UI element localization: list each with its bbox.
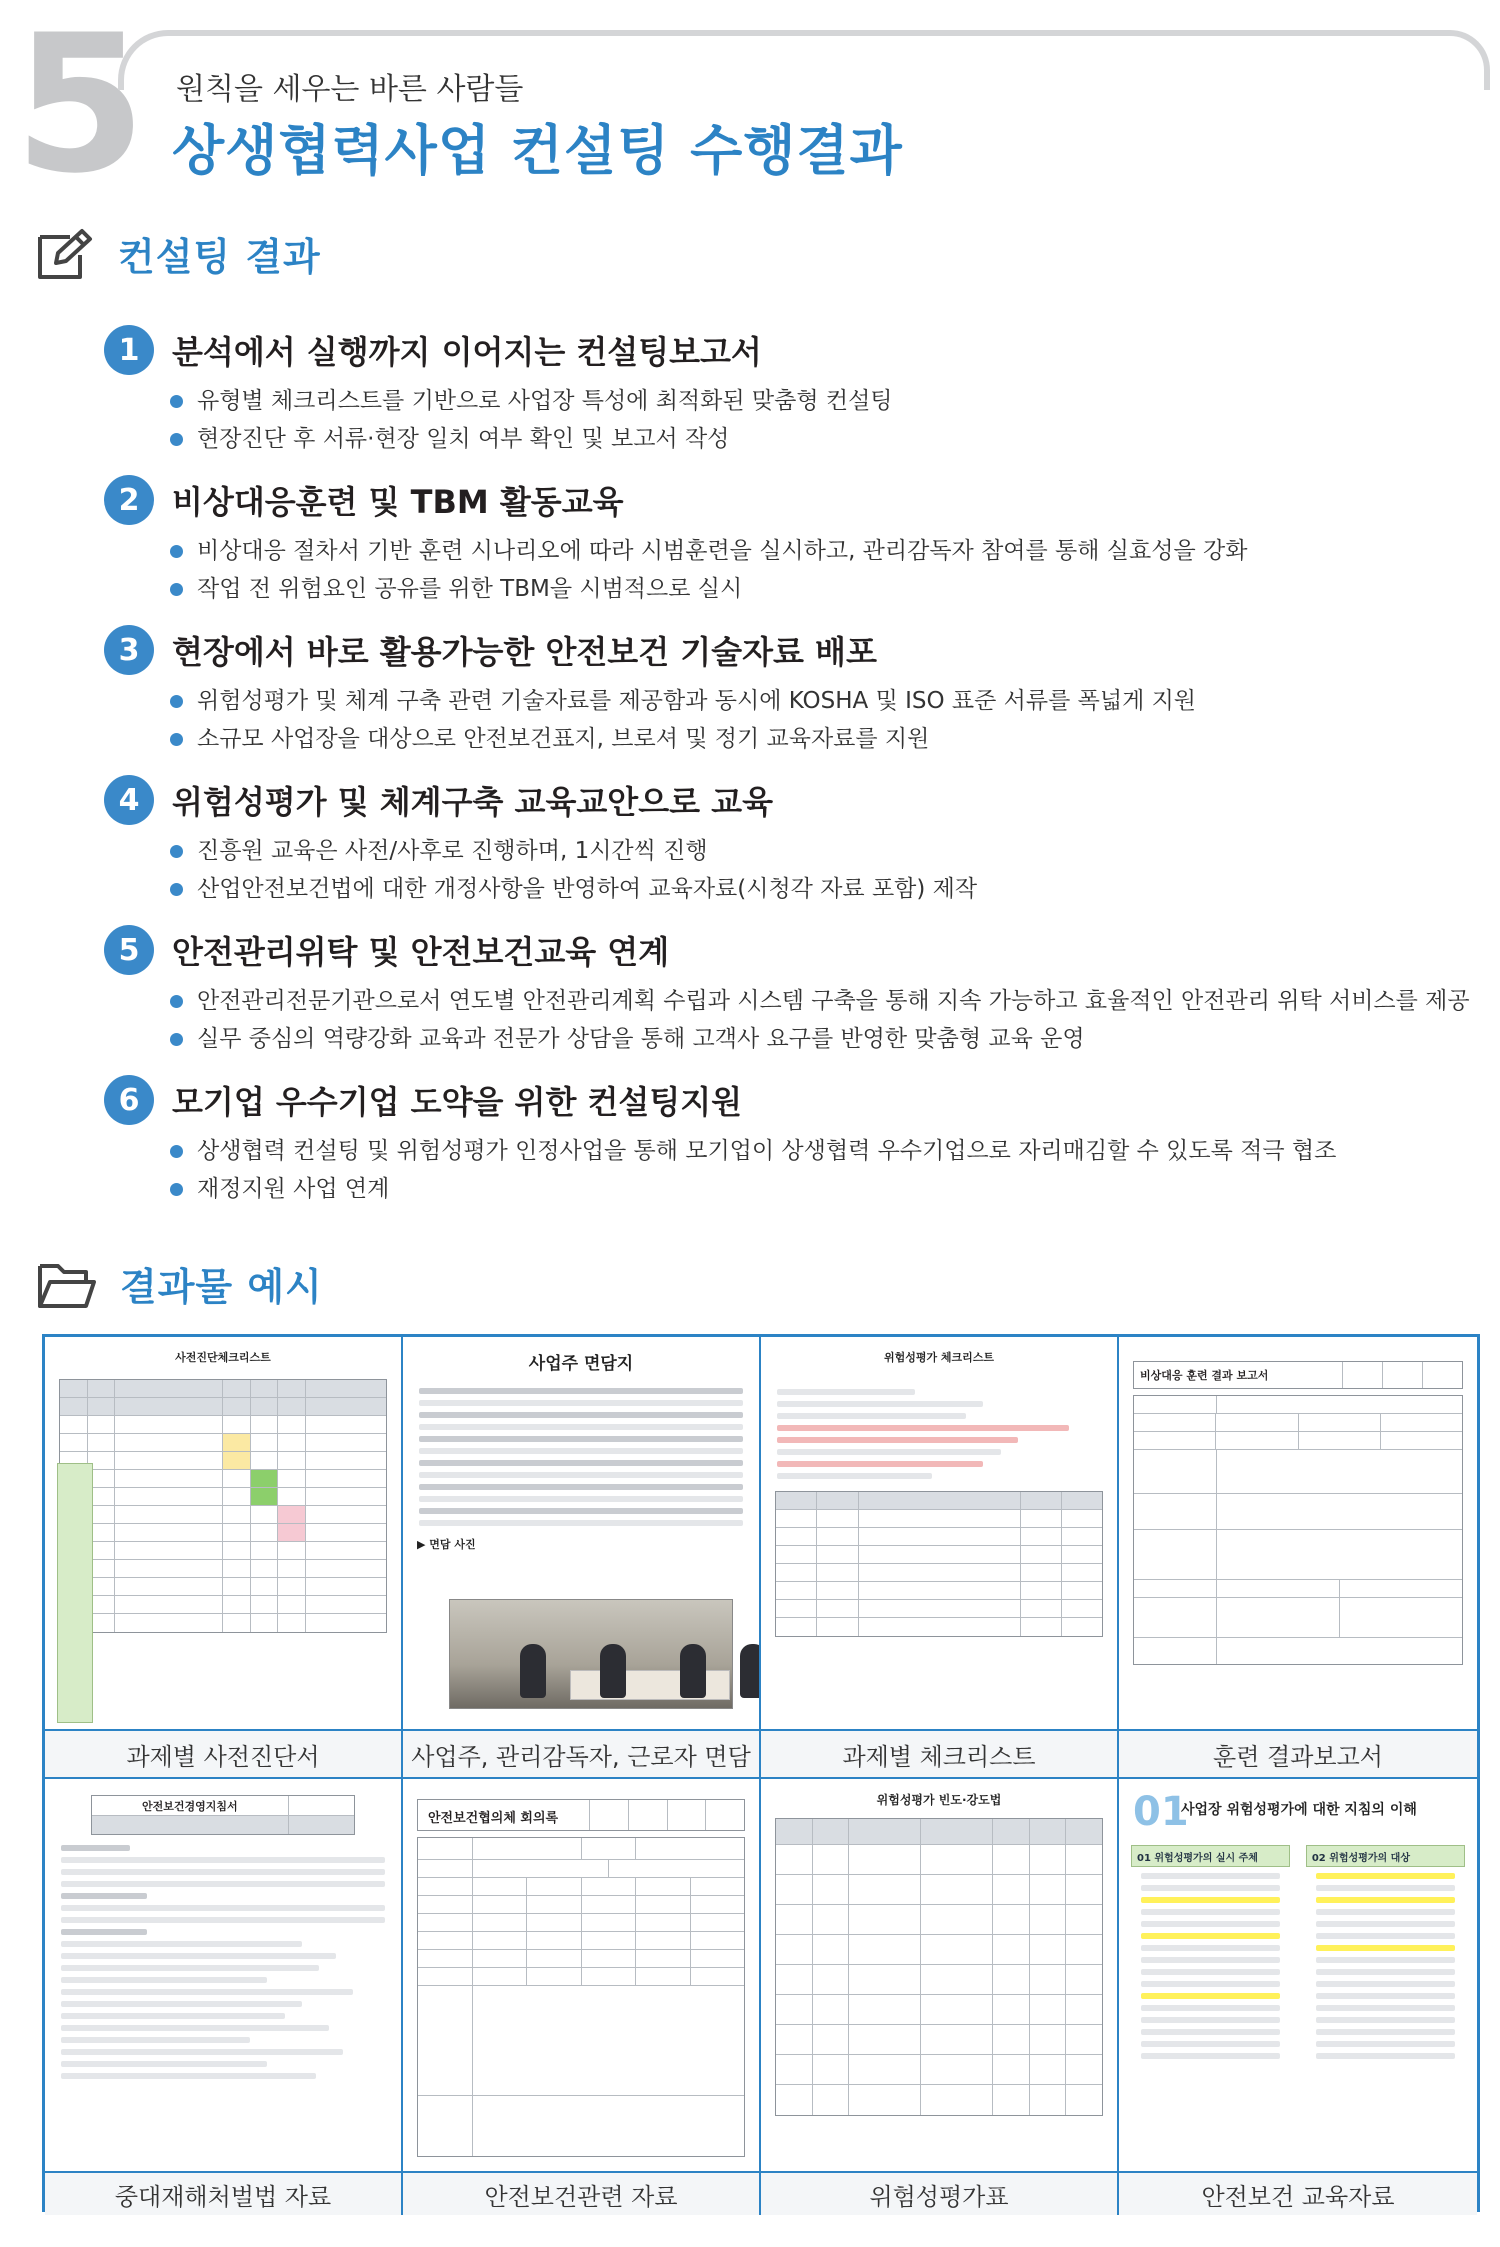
bullet-item: 산업안전보건법에 대한 개정사항을 반영하여 교육자료(시청각 자료 포함) 제작 bbox=[170, 870, 1484, 908]
gallery-caption: 안전보건 교육자료 bbox=[1119, 2171, 1477, 2215]
bullet-item: 재정지원 사업 연계 bbox=[170, 1170, 1484, 1208]
bullet-dot-icon bbox=[170, 433, 183, 446]
thumbnail-committee-minutes bbox=[403, 1779, 761, 2171]
item-number-badge: 2 bbox=[104, 475, 154, 525]
item-title: 안전관리위탁 및 안전보건교육 연계 bbox=[172, 933, 670, 971]
thumbnail-drill-report bbox=[1119, 1337, 1477, 1729]
bullet-item: 작업 전 위험요인 공유를 위한 TBM을 시범적으로 실시 bbox=[170, 570, 1484, 608]
section-results-label: 컨설팅 결과 bbox=[118, 235, 321, 279]
bullet-item: 실무 중심의 역량강화 교육과 전문가 상담을 통해 고객사 요구를 반영한 맞춤형 교육 운영 bbox=[170, 1020, 1484, 1058]
interview-photo bbox=[449, 1599, 733, 1709]
thumb-title: 사업장 위험성평가에 대한 지침의 이해 bbox=[1181, 1802, 1417, 1818]
result-item bbox=[104, 1072, 1484, 1222]
result-item bbox=[104, 322, 1484, 472]
thumbnail-checklist bbox=[761, 1337, 1119, 1729]
thumb-title: 위험성평가 체크리스트 bbox=[883, 1351, 995, 1364]
bullet-item: 위험성평가 및 체계 구축 관련 기술자료를 제공함과 동시에 KOSHA 및 ISO 표준 서류를 폭넓게 지원 bbox=[170, 682, 1484, 720]
edit-icon bbox=[36, 227, 96, 281]
bullet-item: 소규모 사업장을 대상으로 안전보건표지, 브로셔 및 정기 교육자료를 지원 bbox=[170, 720, 1484, 758]
thumb-title: 안전보건협의체 회의록 bbox=[418, 1800, 590, 1830]
item-number-badge: 6 bbox=[104, 1075, 154, 1125]
bullet-dot-icon bbox=[170, 845, 183, 858]
bullet-dot-icon bbox=[170, 733, 183, 746]
item-title: 위험성평가 및 체계구축 교육교안으로 교육 bbox=[172, 783, 773, 821]
thumbnail-education bbox=[1119, 1779, 1477, 2171]
examples-gallery bbox=[42, 1334, 1480, 2212]
bullet-dot-icon bbox=[170, 1183, 183, 1196]
section-examples-label: 결과물 예시 bbox=[120, 1265, 323, 1309]
thumbnail-risk-table bbox=[761, 1779, 1119, 2171]
thumbnail-serious-accident bbox=[45, 1779, 403, 2171]
bullet-dot-icon bbox=[170, 583, 183, 596]
page-subtitle: 원칙을 세우는 바른 사람들 bbox=[176, 72, 524, 107]
result-item bbox=[104, 772, 1484, 922]
bullet-dot-icon bbox=[170, 1033, 183, 1046]
bullet-item: 상생협력 컨설팅 및 위험성평가 인정사업을 통해 모기업이 상생협력 우수기업으로 자리매김할 수 있도록 적극 협조 bbox=[170, 1132, 1484, 1170]
bullet-dot-icon bbox=[170, 883, 183, 896]
gallery-caption: 훈련 결과보고서 bbox=[1119, 1729, 1477, 1779]
item-number-badge: 4 bbox=[104, 775, 154, 825]
result-item bbox=[104, 622, 1484, 772]
gallery-caption: 사업주, 관리감독자, 근로자 면담 bbox=[403, 1729, 761, 1779]
bullet-item: 진흥원 교육은 사전/사후로 진행하며, 1시간씩 진행 bbox=[170, 832, 1484, 870]
item-title: 비상대응훈련 및 TBM 활동교육 bbox=[172, 483, 624, 521]
doc-number: 01 bbox=[1133, 1789, 1189, 1835]
thumb-title: 위험성평가 빈도·강도법 bbox=[876, 1793, 1002, 1807]
bullet-item: 비상대응 절차서 기반 훈련 시나리오에 따라 시범훈련을 실시하고, 관리감독자 참여를 통해 실효성을 강화 bbox=[170, 532, 1484, 570]
gallery-caption: 과제별 사전진단서 bbox=[45, 1729, 403, 1779]
page-title: 상생협력사업 컨설팅 수행결과 bbox=[172, 119, 903, 182]
section-results-heading bbox=[36, 226, 321, 281]
thumb-title: 사전진단체크리스트 bbox=[175, 1351, 271, 1364]
thumb-title: 사업주 면담지 bbox=[528, 1354, 634, 1374]
item-number-badge: 5 bbox=[104, 925, 154, 975]
edu-col-heading: 01 위험성평가의 실시 주체 bbox=[1131, 1845, 1290, 1867]
folder-icon bbox=[36, 1258, 98, 1310]
thumbnail-precheck bbox=[45, 1337, 403, 1729]
bullet-dot-icon bbox=[170, 1145, 183, 1158]
chapter-number: 5 bbox=[14, 0, 141, 215]
bullet-dot-icon bbox=[170, 545, 183, 558]
thumb-title: 비상대응 훈련 결과 보고서 bbox=[1134, 1362, 1343, 1388]
bullet-item: 현장진단 후 서류·현장 일치 여부 확인 및 보고서 작성 bbox=[170, 420, 1484, 458]
item-number-badge: 1 bbox=[104, 325, 154, 375]
edu-col-heading: 02 위험성평가의 대상 bbox=[1306, 1845, 1465, 1867]
gallery-caption: 중대재해처벌법 자료 bbox=[45, 2171, 403, 2215]
item-title: 분석에서 실행까지 이어지는 컨설팅보고서 bbox=[172, 333, 762, 371]
gallery-caption: 과제별 체크리스트 bbox=[761, 1729, 1119, 1779]
section-examples-heading bbox=[36, 1256, 323, 1311]
bullet-dot-icon bbox=[170, 995, 183, 1008]
bullet-dot-icon bbox=[170, 695, 183, 708]
result-item bbox=[104, 922, 1484, 1072]
bullet-dot-icon bbox=[170, 395, 183, 408]
photo-label: ▶ 면담 사진 bbox=[417, 1538, 476, 1551]
item-number-badge: 3 bbox=[104, 625, 154, 675]
thumb-title: 안전보건경영지침서 bbox=[92, 1796, 289, 1815]
result-item bbox=[104, 472, 1484, 622]
item-title: 현장에서 바로 활용가능한 안전보건 기술자료 배포 bbox=[172, 633, 877, 671]
bullet-item: 유형별 체크리스트를 기반으로 사업장 특성에 최적화된 맞춤형 컨설팅 bbox=[170, 382, 1484, 420]
thumbnail-interview bbox=[403, 1337, 761, 1729]
gallery-caption: 안전보건관련 자료 bbox=[403, 2171, 761, 2215]
results-list bbox=[104, 322, 1484, 1222]
gallery-caption: 위험성평가표 bbox=[761, 2171, 1119, 2215]
item-title: 모기업 우수기업 도약을 위한 컨설팅지원 bbox=[172, 1083, 743, 1121]
bullet-item: 안전관리전문기관으로서 연도별 안전관리계획 수립과 시스템 구축을 통해 지속 가능하고 효율적인 안전관리 위탁 서비스를 제공 bbox=[170, 982, 1484, 1020]
